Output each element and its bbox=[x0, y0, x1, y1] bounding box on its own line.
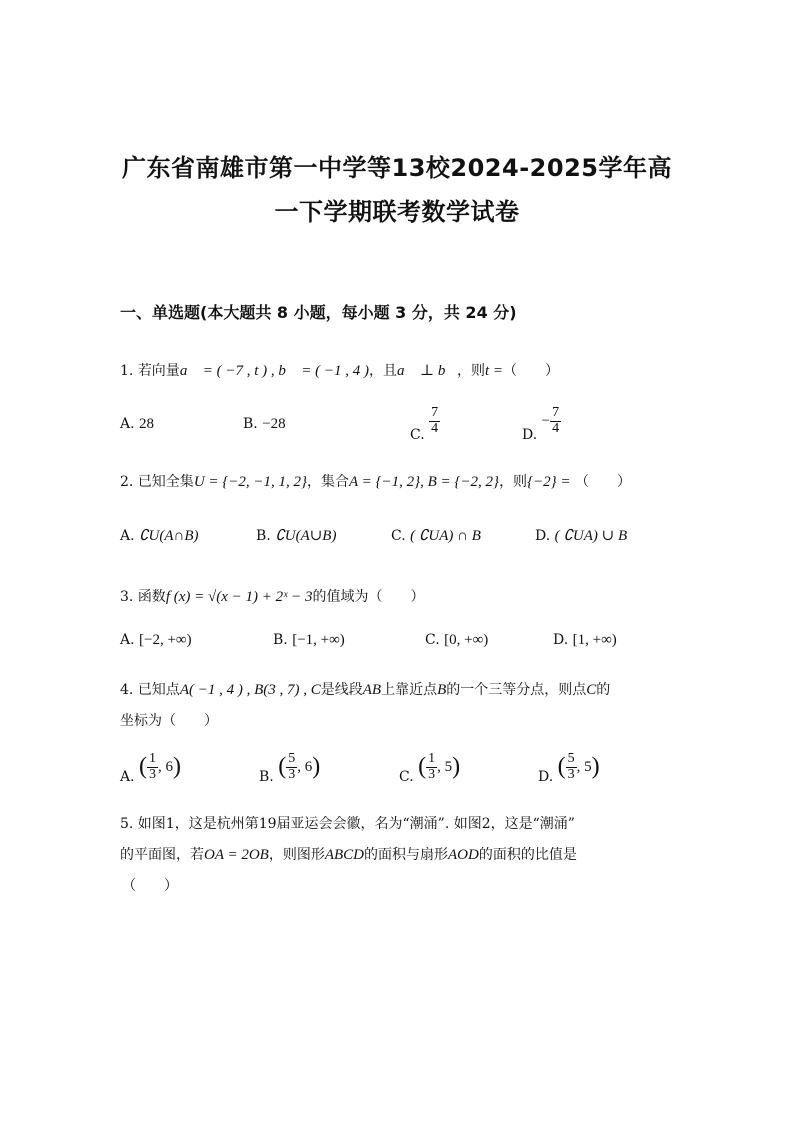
math-expression: B bbox=[437, 682, 447, 698]
section-heading-single-choice: 一、单选题(本大题共 8 小题，每小题 3 分，共 24 分) bbox=[120, 303, 517, 322]
fraction-numerator: 1 bbox=[428, 751, 436, 766]
math-expression: OA = 2OB bbox=[204, 847, 269, 863]
option-value: −28 bbox=[262, 416, 286, 432]
option-value: [1, +∞) bbox=[572, 632, 617, 648]
fraction bbox=[566, 752, 577, 782]
option-label: D. bbox=[553, 632, 569, 648]
option-label: A. bbox=[120, 632, 135, 648]
question-text: 的值域为（ ） bbox=[312, 589, 425, 605]
answer-blank: （ ） bbox=[503, 363, 560, 379]
option-q3-b bbox=[273, 632, 345, 649]
option-label: A. bbox=[120, 528, 135, 544]
left-paren: ( bbox=[278, 753, 287, 780]
option-value: [−1, +∞) bbox=[292, 632, 345, 648]
math-expression: t = bbox=[485, 363, 504, 379]
option-value: ∁U(A∪B) bbox=[275, 528, 337, 544]
question-number: 4. bbox=[120, 682, 134, 698]
option-label: D. bbox=[538, 769, 554, 786]
option-label: C. bbox=[399, 769, 414, 786]
question-4-line2: 坐标为（ ） bbox=[120, 713, 218, 729]
question-5-line2 bbox=[120, 844, 577, 864]
fraction-numerator: 1 bbox=[149, 751, 157, 766]
fraction-numerator: 5 bbox=[288, 751, 296, 766]
option-label: C. bbox=[410, 427, 425, 444]
fraction-denominator: 3 bbox=[567, 766, 575, 782]
option-q2-d bbox=[535, 526, 627, 545]
option-label: A. bbox=[120, 416, 135, 432]
option-label: C. bbox=[425, 632, 440, 648]
option-value: , 5 bbox=[437, 759, 453, 776]
option-q3-d bbox=[553, 632, 617, 649]
right-paren: ) bbox=[173, 753, 182, 780]
option-label: B. bbox=[243, 416, 258, 432]
answer-blank: （ ） bbox=[575, 474, 632, 490]
question-text: 上靠近点 bbox=[381, 682, 438, 698]
fraction-denominator: 3 bbox=[149, 766, 157, 782]
option-label: B. bbox=[259, 769, 274, 786]
left-paren: ( bbox=[557, 753, 566, 780]
option-q1-a bbox=[120, 416, 154, 433]
math-expression: f (x) = √(x − 1) + 2ˣ − 3 bbox=[165, 589, 313, 605]
question-1 bbox=[120, 360, 559, 380]
exam-title-line2: 一下学期联考数学试卷 bbox=[274, 198, 520, 226]
option-value: [−2, +∞) bbox=[139, 632, 192, 648]
question-text: 已知点 bbox=[137, 682, 180, 698]
fraction-numerator: 7 bbox=[552, 405, 560, 420]
math-expression: {−2} = bbox=[527, 474, 571, 490]
option-value: , 6 bbox=[297, 759, 313, 776]
question-text: 函数 bbox=[137, 589, 166, 605]
right-paren: ) bbox=[591, 753, 600, 780]
fraction bbox=[286, 752, 297, 782]
fraction-denominator: 4 bbox=[552, 420, 560, 436]
question-number: 3. bbox=[120, 589, 134, 605]
option-q1-c bbox=[410, 406, 440, 443]
math-expression: a⃗ = ( −7 , t ) , b⃗ = ( −1 , 4 ) bbox=[179, 363, 370, 379]
option-q2-a bbox=[120, 526, 199, 545]
option-q4-d bbox=[538, 752, 600, 785]
fraction bbox=[426, 752, 437, 782]
option-value: [0, +∞) bbox=[444, 632, 489, 648]
option-label: D. bbox=[535, 528, 551, 544]
question-4 bbox=[120, 679, 610, 699]
question-text: ，且 bbox=[369, 363, 398, 379]
math-expression: A = {−1, 2}, B = {−2, 2} bbox=[349, 474, 500, 490]
math-expression: AOD bbox=[448, 847, 479, 863]
math-expression: A( −1 , 4 ) , B(3 , 7) , C bbox=[179, 682, 321, 698]
math-expression: C bbox=[586, 682, 597, 698]
left-paren: ( bbox=[139, 753, 148, 780]
fraction-denominator: 3 bbox=[288, 766, 296, 782]
question-5-answer-blank: （ ） bbox=[122, 878, 178, 894]
option-label: B. bbox=[273, 632, 288, 648]
question-3 bbox=[120, 586, 424, 606]
fraction bbox=[429, 406, 440, 436]
question-5: 5. 如图1，这是杭州第19届亚运会会徽，名为“潮涌”. 如图2，这是“潮涌” bbox=[120, 816, 575, 832]
option-q4-b bbox=[259, 752, 320, 785]
left-paren: ( bbox=[418, 753, 427, 780]
option-q2-c bbox=[391, 526, 481, 545]
question-2 bbox=[120, 471, 631, 491]
question-text: 的一个三等分点，则点 bbox=[446, 682, 587, 698]
option-q3-c bbox=[425, 632, 488, 649]
option-label: D. bbox=[522, 427, 538, 444]
option-q2-b bbox=[256, 526, 336, 545]
math-expression: AB bbox=[362, 682, 382, 698]
math-expression: a⃗ ⊥ b⃗ bbox=[397, 363, 457, 379]
right-paren: ) bbox=[452, 753, 461, 780]
question-number: 2. bbox=[120, 474, 134, 490]
question-text: ，则图形 bbox=[268, 847, 325, 863]
fraction-denominator: 3 bbox=[428, 766, 436, 782]
option-value: ∁U(A∩B) bbox=[139, 528, 199, 544]
question-text: 的面积与扇形 bbox=[364, 847, 449, 863]
right-paren: ) bbox=[312, 753, 321, 780]
option-q1-b bbox=[243, 416, 286, 433]
question-text: ，集合 bbox=[307, 474, 350, 490]
question-number: 1. bbox=[120, 363, 134, 379]
fraction-numerator: 7 bbox=[431, 405, 439, 420]
question-text: 的面积的比值是 bbox=[478, 847, 577, 863]
minus-sign: − bbox=[541, 413, 551, 430]
question-text: ，则 bbox=[499, 474, 528, 490]
option-value: ( ∁UA) ∩ B bbox=[410, 528, 481, 544]
math-expression: ABCD bbox=[324, 847, 365, 863]
question-text: 若向量 bbox=[137, 363, 180, 379]
option-label: A. bbox=[120, 769, 135, 786]
option-q3-a bbox=[120, 632, 192, 649]
fraction-denominator: 4 bbox=[431, 420, 439, 436]
fraction-numerator: 5 bbox=[567, 751, 575, 766]
option-value: ( ∁UA) ∪ B bbox=[554, 528, 628, 544]
question-text: 的 bbox=[596, 682, 611, 698]
option-value: , 5 bbox=[576, 759, 592, 776]
option-value: 28 bbox=[139, 416, 155, 432]
question-text: ，则 bbox=[457, 363, 485, 379]
option-value: , 6 bbox=[158, 759, 174, 776]
exam-title-line1: 广东省南雄市第一中学等13校2024-2025学年高 bbox=[122, 154, 672, 182]
math-expression: U = {−2, −1, 1, 2} bbox=[193, 474, 308, 490]
question-text: 的平面图，若 bbox=[120, 847, 204, 863]
option-q4-a bbox=[120, 752, 181, 785]
option-label: B. bbox=[256, 528, 271, 544]
option-q4-c bbox=[399, 752, 460, 785]
question-text: 已知全集 bbox=[137, 474, 194, 490]
question-text: 是线段 bbox=[320, 682, 363, 698]
fraction bbox=[550, 406, 561, 436]
fraction bbox=[147, 752, 158, 782]
option-q1-d bbox=[522, 406, 561, 443]
option-label: C. bbox=[391, 528, 406, 544]
